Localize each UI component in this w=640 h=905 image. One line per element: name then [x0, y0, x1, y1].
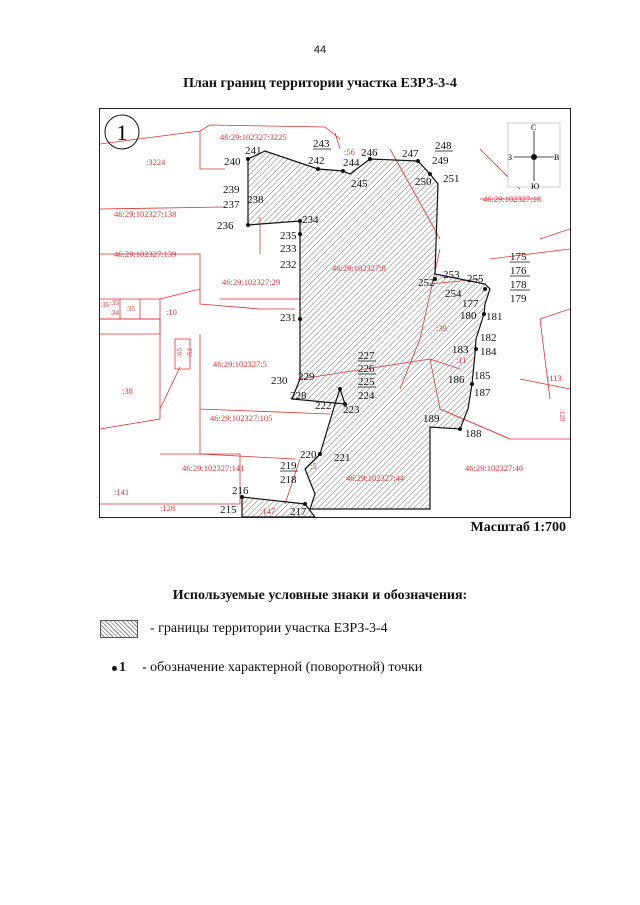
point-label: 244: [343, 157, 360, 169]
parcel-label: 46:29:102327:29: [222, 277, 281, 287]
parcel-label: 46:29:102327:44: [346, 473, 405, 483]
point-label: 182: [480, 332, 497, 344]
point-label: 248: [435, 140, 452, 152]
parcel-label: :38: [122, 386, 133, 396]
point-label: 183: [452, 344, 469, 356]
point-label: 239: [223, 184, 240, 196]
point-label: 242: [308, 155, 325, 167]
legend-heading: Используемые условные знаки и обозначения:: [172, 588, 468, 603]
page-number: 44: [313, 44, 327, 56]
parcel-label: :3224: [146, 157, 166, 167]
legend-item-boundary: [100, 620, 388, 638]
parcel-label: 46:29:102327:8: [332, 263, 386, 273]
map-title: План границ территории участка ЕЗРЗ-3-4: [183, 76, 457, 91]
point-label: 180: [460, 310, 477, 322]
point-label: 233: [280, 243, 297, 255]
point-label: 227: [358, 350, 375, 362]
parcel-label: :5: [310, 461, 317, 471]
compass-west: З: [508, 153, 513, 162]
point-label: 235: [280, 230, 297, 242]
parcel-label: :113: [547, 373, 562, 383]
point-label: 238: [247, 194, 264, 206]
point-label: 250: [415, 176, 432, 188]
boundary-map[interactable]: [99, 108, 571, 518]
point-label: 247: [402, 148, 419, 160]
compass-east: В: [554, 153, 560, 162]
point-label: 219: [280, 460, 297, 472]
point-label: 249: [432, 155, 449, 167]
point-label: 215: [220, 504, 237, 516]
parcel-label: :147: [260, 506, 276, 516]
point-label: 240: [224, 156, 241, 168]
point-label: 185: [474, 370, 491, 382]
parcel-label: :35: [126, 305, 135, 313]
point-label: 231: [280, 312, 297, 324]
point-label: 246: [361, 147, 378, 159]
point-label: 234: [302, 214, 319, 226]
point-label: 230: [271, 375, 288, 387]
parcel-label: :129: [558, 409, 566, 422]
legend-label: - обозначение характерной (поворотной) точки: [142, 660, 423, 675]
parcel-label: :33: [110, 299, 119, 307]
point-label: 226: [358, 363, 375, 375]
parcel-label: :35: [100, 301, 109, 309]
map-scale: Масштаб 1:700: [470, 520, 566, 535]
parcel-label: 46:29:102327:141: [182, 463, 245, 473]
point-label: 184: [480, 346, 497, 358]
point-label: 253: [443, 269, 460, 281]
parcel-label: 46:29:102327:139: [114, 249, 177, 259]
point-label: 181: [486, 311, 503, 323]
point-label: 218: [280, 474, 297, 486]
point-label: 229: [298, 371, 315, 383]
parcel-label: :34: [110, 309, 119, 317]
point-label: 189: [423, 413, 440, 425]
point-label: 237: [223, 199, 240, 211]
point-label: 245: [351, 178, 368, 190]
compass-north: С: [531, 123, 537, 132]
parcel-label: :56: [344, 147, 355, 157]
point-label: 217: [290, 506, 307, 517]
compass-south: Ю: [531, 182, 540, 191]
point-label: 176: [510, 265, 527, 277]
point-label: 179: [510, 293, 527, 305]
point-label: 188: [465, 428, 482, 440]
parcel-label: 46:29:102327:46: [465, 463, 524, 473]
point-label: 225: [358, 376, 375, 388]
parcel-label: 46:29:102327:5: [213, 359, 267, 369]
point-label: 216: [232, 485, 249, 497]
point-label: 175: [510, 251, 527, 263]
hatch-swatch-icon: [100, 620, 138, 638]
point-label: 187: [474, 387, 491, 399]
point-label: 223: [343, 404, 360, 416]
point-label: 251: [443, 173, 460, 185]
parcel-label: :11: [456, 355, 467, 365]
parcel-label: 46:29:102327:138: [114, 209, 177, 219]
legend-label: - границы территории участка ЕЗРЗ-3-4: [150, 621, 388, 636]
point-label: 232: [280, 259, 297, 271]
point-label: 178: [510, 279, 527, 291]
point-label: 221: [334, 452, 351, 464]
parcel-label: :10: [166, 307, 177, 317]
parcel-label: :141: [114, 487, 130, 497]
point-label: 236: [217, 220, 234, 232]
point-label: 255: [467, 273, 484, 285]
parcel-label: :52: [186, 348, 194, 357]
point-label: 224: [358, 390, 375, 402]
point-label: 252: [418, 277, 435, 289]
parcel-label: 46:29:102327:105: [210, 413, 273, 423]
parcel-label: :39: [436, 323, 447, 333]
point-label: 177: [462, 298, 479, 310]
map-canvas: [100, 109, 570, 517]
compass-icon: [508, 123, 560, 191]
turning-point-icon: 1: [112, 660, 126, 676]
parcel-label: 46:29:102327:3225: [220, 132, 287, 142]
point-label: 228: [290, 390, 307, 402]
legend-item-point: [112, 660, 422, 676]
sheet-number: 1: [116, 120, 128, 145]
point-label: 243: [313, 138, 330, 150]
parcel-label: :65: [176, 348, 184, 357]
point-label: 222: [315, 400, 332, 412]
parcel-label: 46:29:102327:18: [483, 194, 542, 204]
point-label: 220: [300, 449, 317, 461]
point-label: 254: [445, 288, 462, 300]
parcel-label: :128: [160, 503, 176, 513]
point-label: 186: [448, 374, 465, 386]
point-label: 241: [245, 145, 262, 157]
